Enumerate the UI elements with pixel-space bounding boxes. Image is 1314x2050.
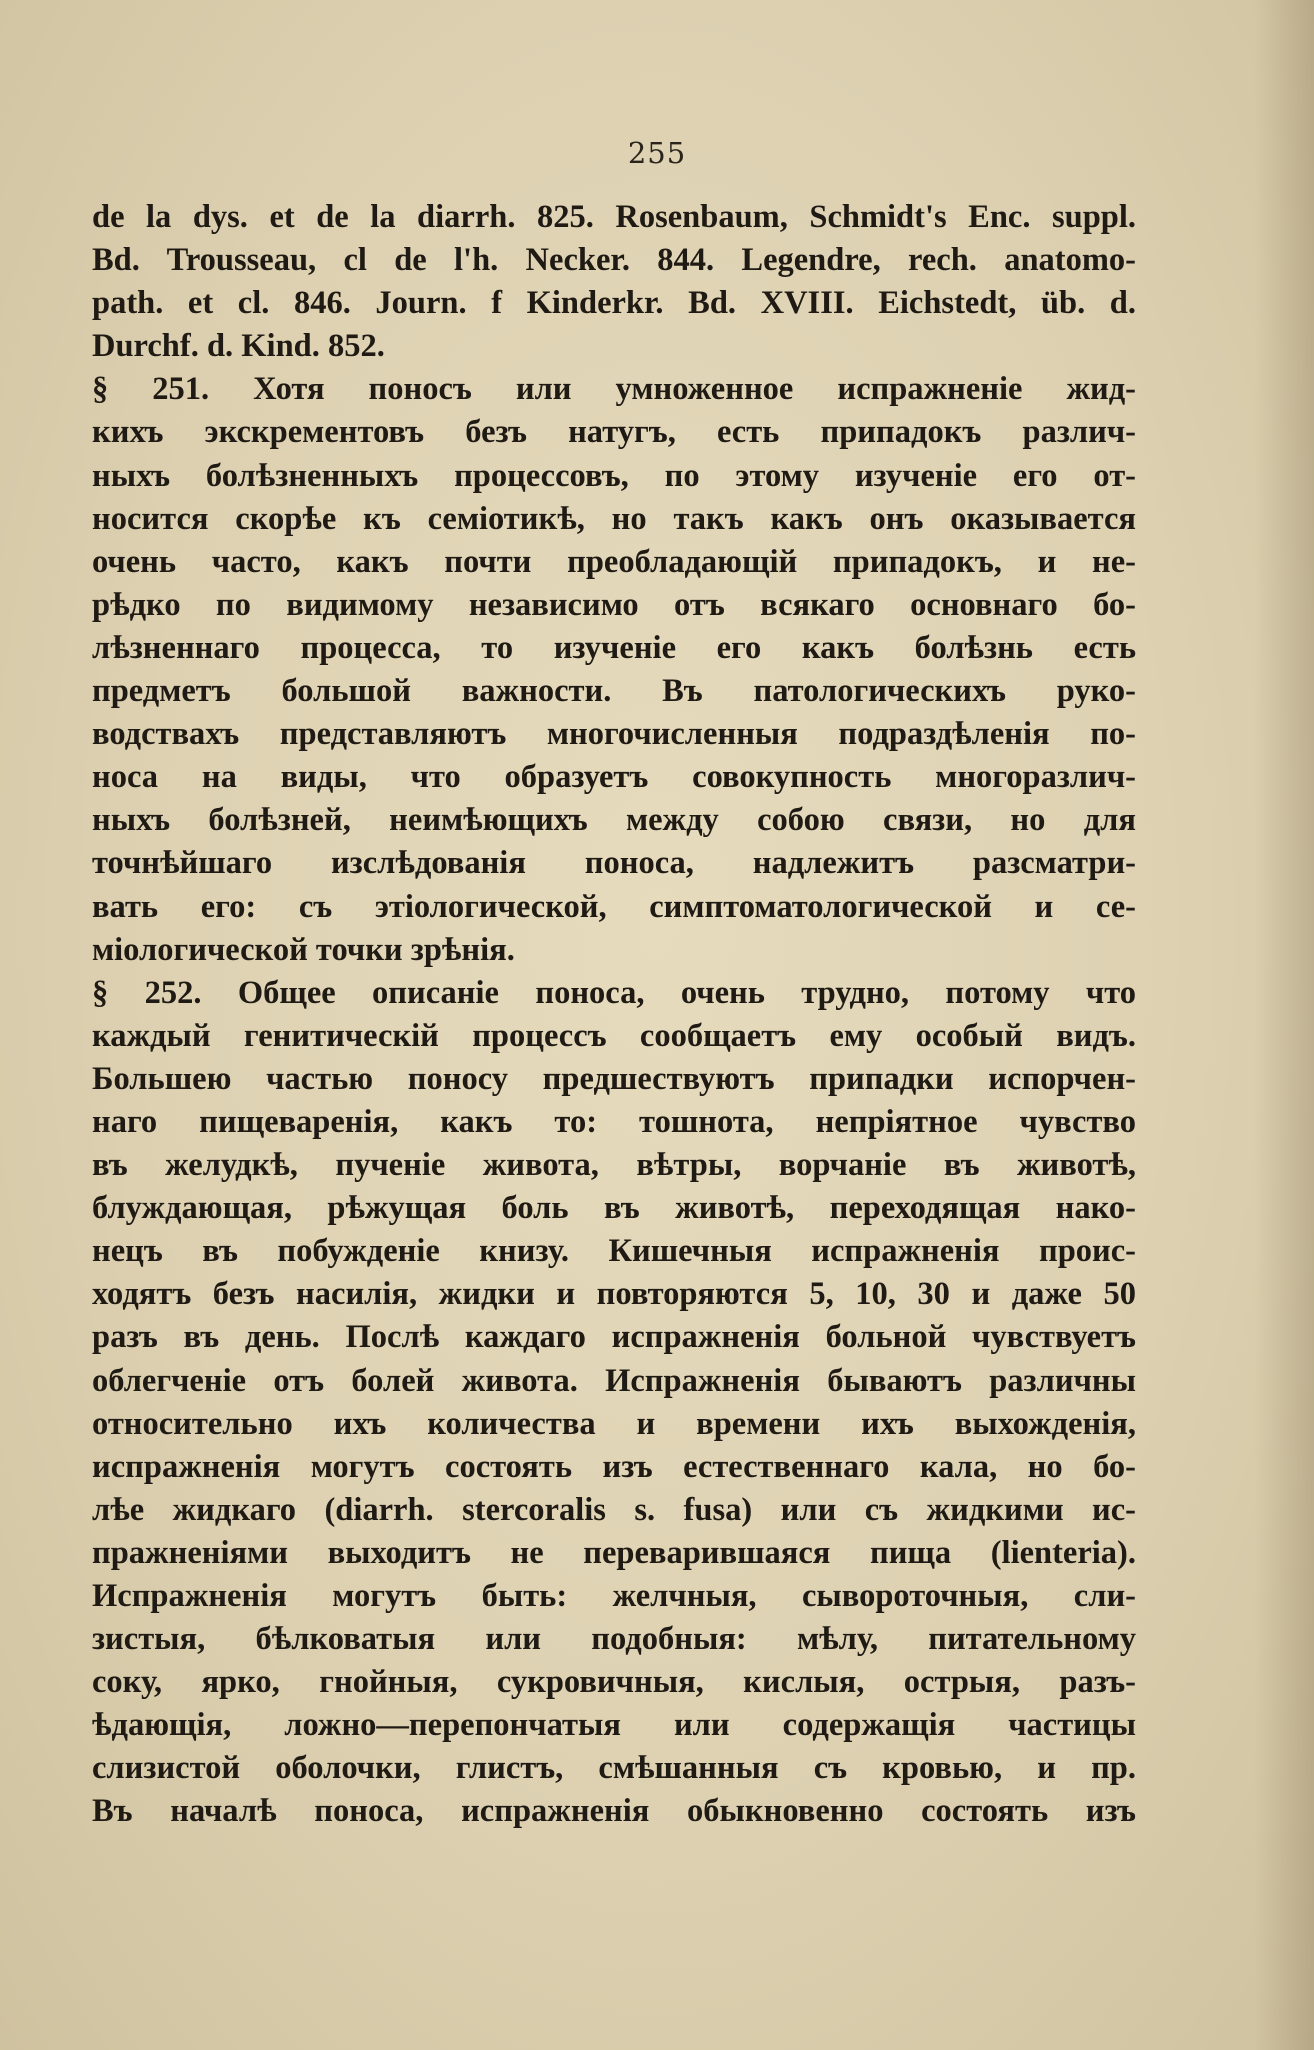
text-line: разъ въ день. Послѣ каждаго испражненія больной чувствуетъ bbox=[92, 1319, 1136, 1356]
text-line: очень часто, какъ почти преобладающій припадокъ, и не- bbox=[92, 543, 1136, 580]
text-line: § 251. Хотя поносъ или умноженное испражненіе жид- bbox=[92, 371, 1136, 408]
text-line: ходятъ безъ насилія, жидки и повторяются 5, 10, 30 и даже 50 bbox=[92, 1276, 1136, 1313]
text-line: рѣдко по видимому независимо отъ всякаго основнаго бо- bbox=[92, 586, 1136, 623]
text-line: Durchf. d. Kind. 852. bbox=[92, 328, 385, 365]
text-line: облегченіе отъ болей живота. Испражненія бываютъ различны bbox=[92, 1362, 1136, 1399]
text-line: блуждающая, рѣжущая боль въ животѣ, переходящая нако- bbox=[92, 1190, 1136, 1227]
page-number: 255 bbox=[627, 136, 687, 170]
text-line: лѣзненнаго процесса, то изученіе его какъ болѣзнь есть bbox=[92, 629, 1136, 666]
text-line: водствахъ представляютъ многочисленныя подраздѣленія по- bbox=[92, 716, 1136, 753]
page-edge-shadow bbox=[1254, 0, 1314, 2050]
text-line: лѣе жидкаго (diarrh. stercoralis s. fusa) или съ жидкими ис- bbox=[92, 1491, 1136, 1528]
text-line: Большею частью поносу предшествуютъ припадки испорчен- bbox=[92, 1060, 1136, 1097]
text-line: зистыя, бѣлковатыя или подобныя: мѣлу, питательному bbox=[92, 1621, 1136, 1658]
text-line: Bd. Trousseau, cl de l'h. Necker. 844. Legendre, rech. anatomo- bbox=[92, 242, 1136, 279]
text-line: § 252. Общее описаніе поноса, очень трудно, потому что bbox=[92, 974, 1136, 1011]
text-line: de la dys. et de la diarrh. 825. Rosenbaum, Schmidt's Enc. suppl. bbox=[92, 199, 1136, 235]
text-line: path. et cl. 846. Journ. f Kinderkr. Bd. XVIII. Eichstedt, üb. d. bbox=[92, 285, 1136, 322]
section-251-paragraph bbox=[92, 368, 1136, 971]
section-252-paragraph bbox=[92, 972, 1136, 1834]
text-line: въ желудкѣ, пученіе живота, вѣтры, ворчаніе въ животѣ, bbox=[92, 1147, 1136, 1184]
text-line: ѣдающія, ложно—перепончатыя или содержащія частицы bbox=[92, 1707, 1136, 1744]
text-line: носится скорѣе къ семіотикѣ, но такъ какъ онъ оказывается bbox=[92, 500, 1136, 537]
text-line: соку, ярко, гнойныя, сукровичныя, кислыя, острыя, разъ- bbox=[92, 1664, 1136, 1701]
text-line: кихъ экскрементовъ безъ натугъ, есть припадокъ различ- bbox=[92, 414, 1136, 451]
text-line: наго пищеваренія, какъ то: тошнота, непріятное чувство bbox=[92, 1103, 1136, 1140]
text-line: міологической точки зрѣнія. bbox=[92, 931, 515, 968]
text-line: слизистой оболочки, глистъ, смѣшанныя съ кровью, и пр. bbox=[92, 1750, 1136, 1787]
text-line: пражненіями выходитъ не переварившаяся пища (lienteria). bbox=[92, 1534, 1136, 1571]
text-line: вать его: съ этіологической, симптоматологической и се- bbox=[92, 888, 1136, 925]
text-line: Испражненія могутъ быть: желчныя, сывороточныя, сли- bbox=[92, 1578, 1136, 1614]
text-line: Въ началѣ поноса, испражненія обыкновенно состоять изъ bbox=[92, 1793, 1136, 1830]
text-line: носа на виды, что образуетъ совокупность многоразлич- bbox=[92, 759, 1136, 796]
text-line: испражненія могутъ состоять изъ естественнаго кала, но бо- bbox=[92, 1448, 1136, 1485]
text-line: относительно ихъ количества и времени ихъ выхожденія, bbox=[92, 1405, 1136, 1442]
text-line: ныхъ болѣзненныхъ процессовъ, по этому изученіе его от- bbox=[92, 457, 1136, 494]
text-line: предметъ большой важности. Въ патологическихъ руко- bbox=[92, 673, 1136, 710]
text-line: нецъ въ побужденіе книзу. Кишечныя испражненія проис- bbox=[92, 1233, 1136, 1270]
references-paragraph bbox=[92, 196, 1136, 368]
text-line: ныхъ болѣзней, неимѣющихъ между собою связи, но для bbox=[92, 802, 1136, 839]
text-line: точнѣйшаго изслѣдованія поноса, надлежитъ разсматри- bbox=[92, 845, 1136, 882]
text-line: каждый генитическій процессъ сообщаетъ ему особый видъ. bbox=[92, 1017, 1136, 1054]
body-text bbox=[92, 196, 1136, 1834]
